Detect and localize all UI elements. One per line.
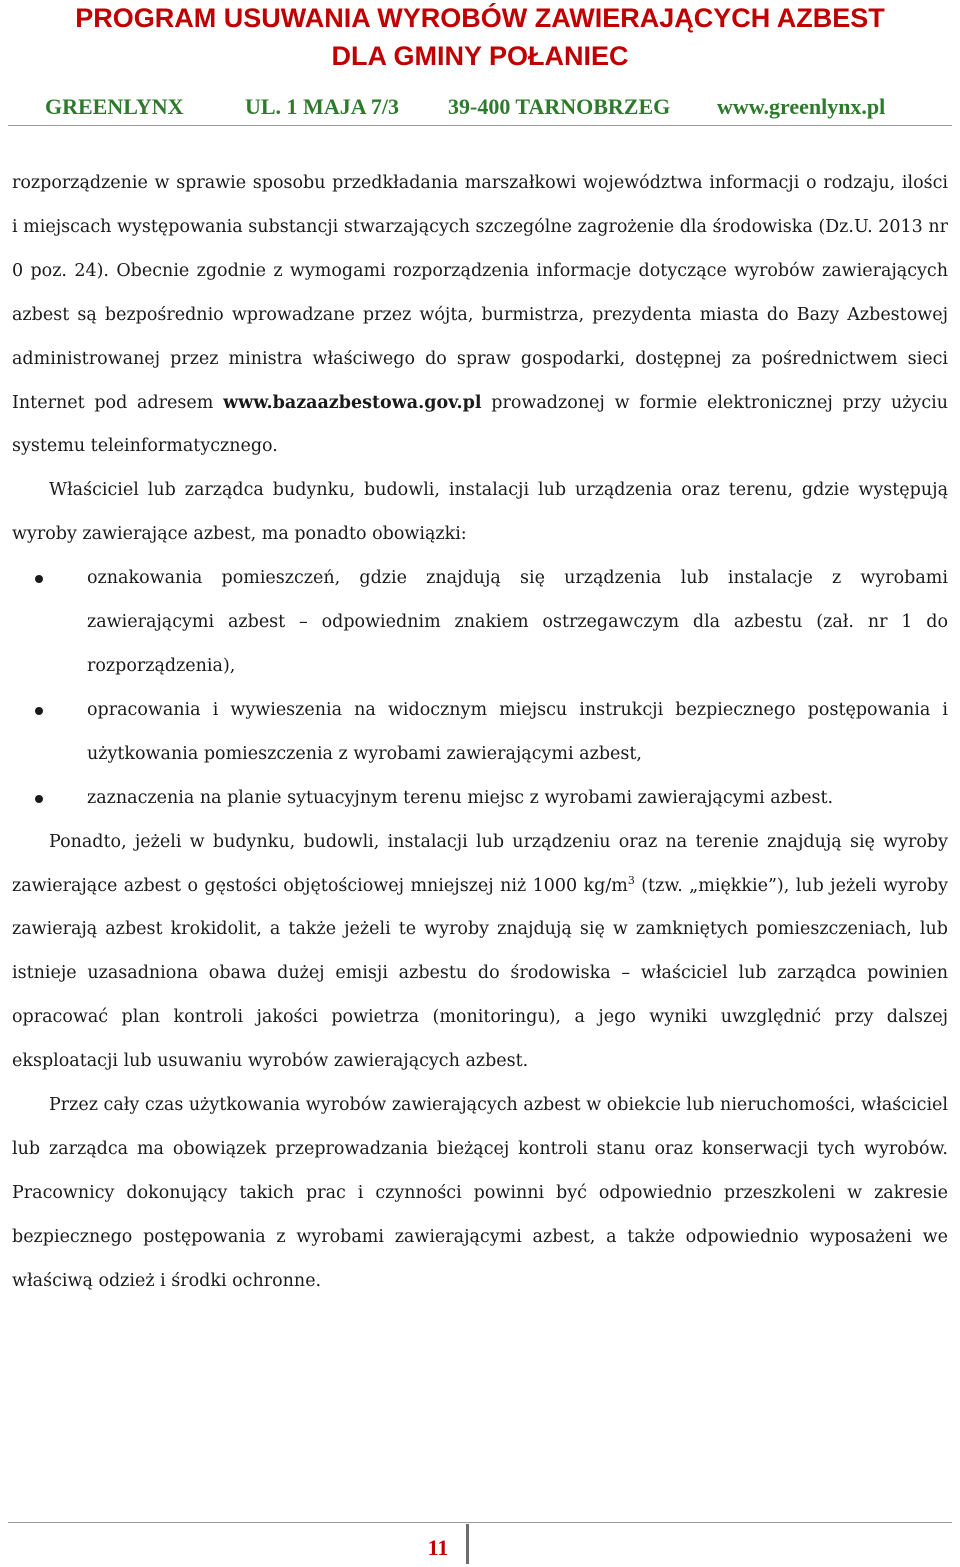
superscript-exponent: 3: [627, 873, 635, 887]
list-item-text: zaznaczenia na planie sytuacyjnym terenu miejsc z wyrobami zawierającymi azbest.: [87, 787, 834, 808]
list-item: [12, 689, 948, 777]
paragraph-2: Właściciel lub zarządca budynku, budowli, instalacji lub urządzenia oraz terenu, gdzie występują wyroby zawierające azbest, ma ponadto obowiązki:: [12, 480, 948, 545]
page-number: 11: [427, 1535, 449, 1560]
contact-bar: [0, 90, 960, 124]
bullet-icon: [35, 795, 43, 803]
footer-divider: [8, 1522, 952, 1523]
document-body: [12, 162, 948, 1304]
list-item: [12, 557, 948, 689]
paragraph-3-text-b: (tzw. „miękkie”), lub jeżeli wyroby zawierają azbest krokidolit, a także jeżeli te wyroby znajdują się w zamkniętych pomieszczeniach, lub istnieje uzasadniona obawa dużej emisji azbestu do środowiska – właściciel lub zarządca powinien opracować plan kontroli jakości powietrza (monitoringu), a jego wyniki uwzględnić przy dalszej eksploatacji lub usuwaniu wyrobów zawierających azbest.: [12, 875, 948, 1072]
paragraph-1-text: rozporządzenie w sprawie sposobu przedkładania marszałkowi województwa informacji o rodzaju, ilości i miejscach występowania substancji stwarzających szczególne zagrożenie dla środowiska (Dz.U. 2013 nr 0 poz. 24). Obecnie zgodnie z wymogami rozporządzenia informacje dotyczące wyrobów zawierających azbest są bezpośrednio wprowadzane przez wójta, burmistrza, prezydenta miasta do Bazy Azbestowej administrowanej przez ministra właściwego do spraw gospodarki, dostępnej za pośrednictwem sieci Internet pod adresem: [12, 173, 948, 413]
paragraph-4: Przez cały czas użytkowania wyrobów zawierających azbest w obiekcie lub nieruchomości, właściciel lub zarządca ma obowiązek przeprowadzania bieżącej kontroli stanu oraz konserwacji tych wyrobów. Pracownicy dokonujący takich prac i czynności powinni być odpowiednio przeszkoleni w zakresie bezpiecznego postępowania z wyrobami zawierającymi azbest, a także odpowiednio wyposażeni we właściwą odzież i środki ochronne.: [12, 1095, 948, 1291]
obligations-list: [12, 557, 948, 820]
bullet-icon: [35, 707, 43, 715]
baza-azbestowa-link[interactable]: www.bazaazbestowa.gov.pl: [223, 392, 482, 413]
header-divider: [8, 125, 952, 126]
website-link[interactable]: www.greenlynx.pl: [717, 94, 886, 119]
paragraph-3-text-a: Ponadto, jeżeli w budynku, budowli, instalacji lub urządzeniu oraz na terenie znajdują się wyroby zawierające azbest o gęstości objętościowej mniejszej niż 1000 kg/m: [12, 831, 948, 896]
document-title-line-2: DLA GMINY POŁANIEC: [331, 41, 629, 71]
list-item-text: oznakowania pomieszczeń, gdzie znajdują się urządzenia lub instalacje z wyrobami zawierającymi azbest – odpowiednim znakiem ostrzegawczym dla azbestu (zał. nr 1 do rozporządzenia),: [87, 568, 948, 676]
bullet-icon: [35, 575, 43, 583]
paragraph-1-end: prowadzonej w formie elektronicznej przy użyciu systemu teleinformatycznego.: [12, 392, 948, 457]
paragraph-3: [12, 821, 948, 1084]
list-item: [12, 777, 948, 821]
company-name: GREENLYNX: [45, 94, 184, 119]
city-address: 39-400 TARNOBRZEG: [448, 94, 671, 119]
paragraph-1: [12, 162, 948, 469]
street-address: UL. 1 MAJA 7/3: [245, 94, 399, 119]
document-title-line-1: PROGRAM USUWANIA WYROBÓW ZAWIERAJĄCYCH AZBEST: [75, 3, 885, 33]
list-item-text: opracowania i wywieszenia na widocznym miejscu instrukcji bezpiecznego postępowania i użytkowania pomieszczenia z wyrobami zawierającymi azbest,: [87, 699, 948, 764]
